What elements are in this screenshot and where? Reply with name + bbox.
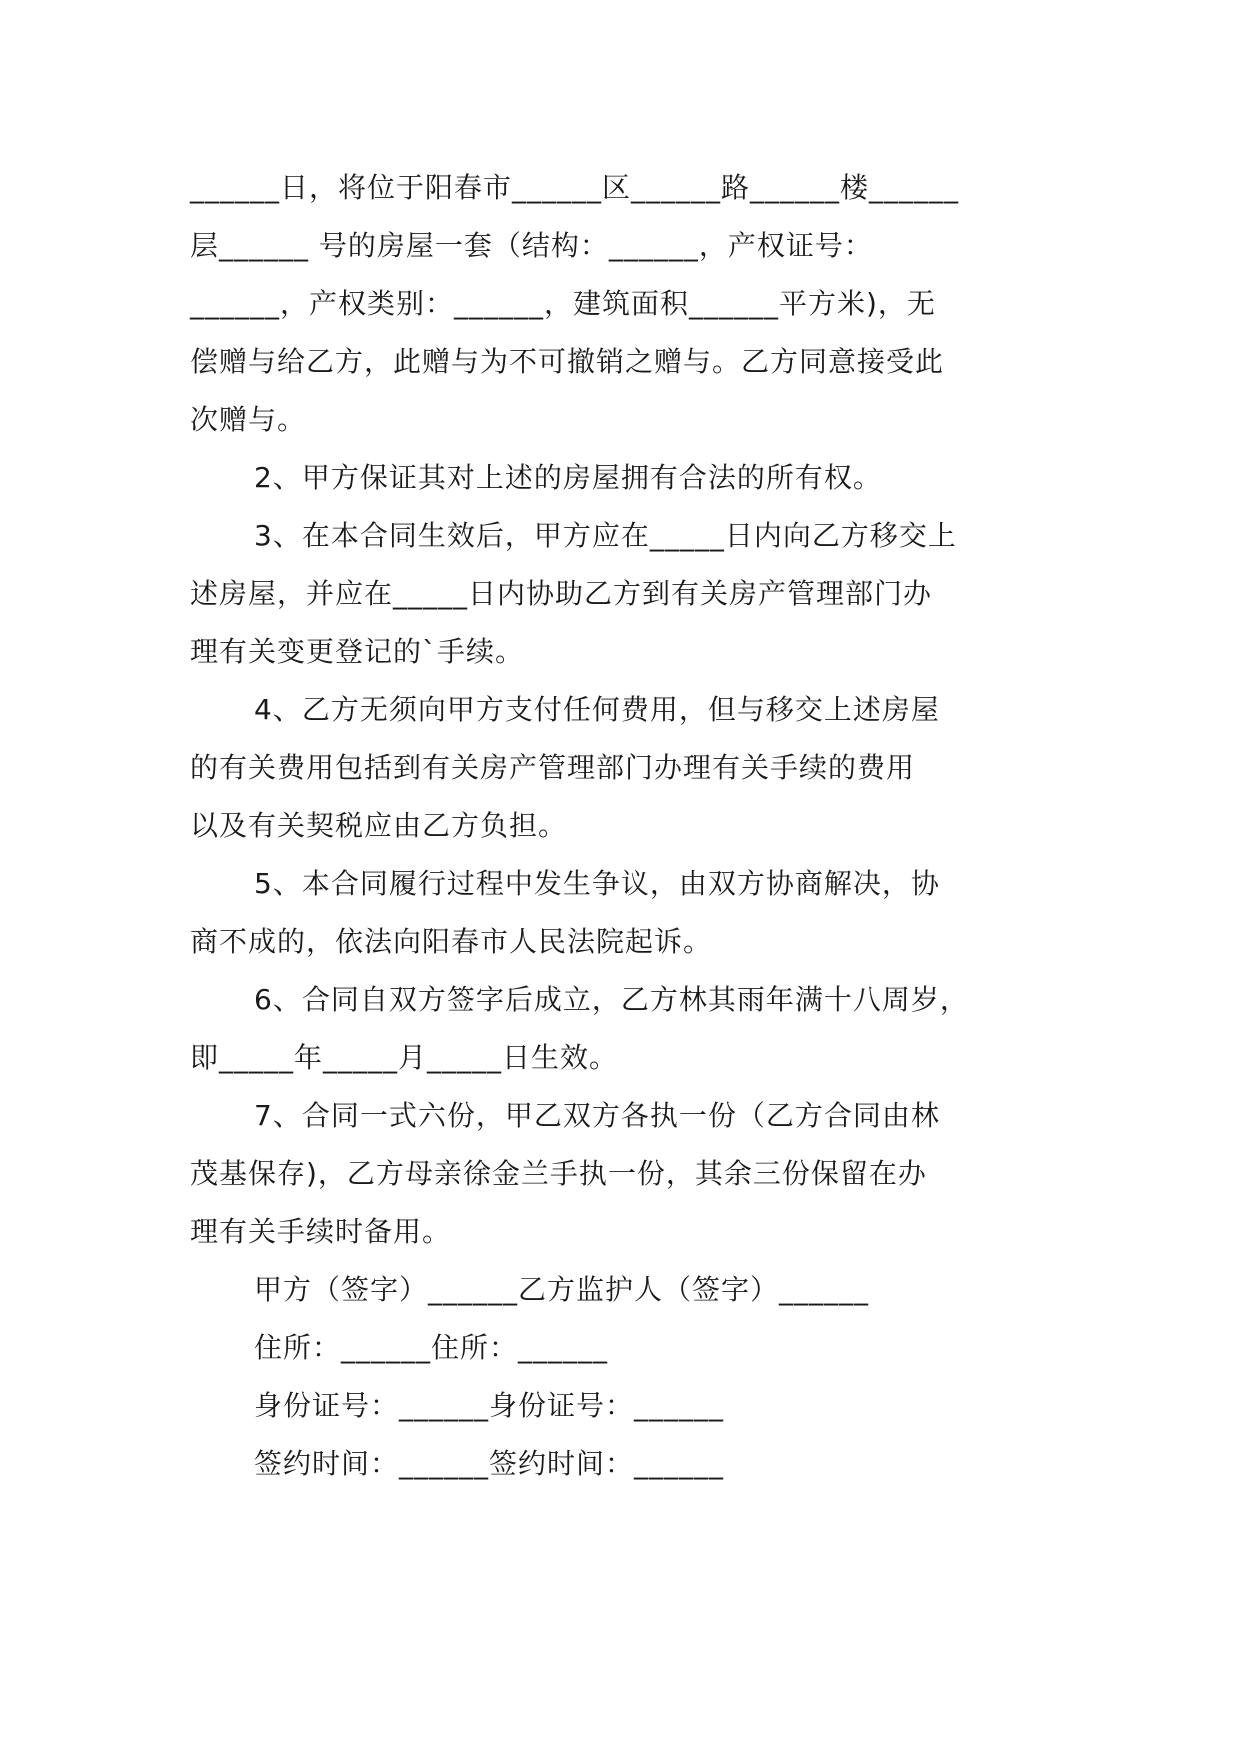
signing-date-line: 签约时间：______签约时间：______: [254, 1447, 725, 1480]
clause-6-line-2: 即_____年_____月_____日生效。: [190, 1041, 619, 1074]
address-line: 住所：______住所：______: [254, 1331, 609, 1364]
clause-5-line-1: 5、本合同履行过程中发生争议，由双方协商解决，协: [254, 867, 940, 900]
clause-7-line-3: 理有关手续时备用。: [190, 1215, 452, 1248]
paragraph-1-line-1: ______日，将位于阳春市______区______路______楼______: [190, 171, 960, 204]
clause-7-line-1: 7、合同一式六份，甲乙双方各执一份（乙方合同由林: [254, 1099, 940, 1132]
clause-4-line-3: 以及有关契税应由乙方负担。: [190, 809, 568, 842]
paragraph-1-line-4: 偿赠与给乙方，此赠与为不可撤销之赠与。乙方同意接受此: [190, 345, 945, 378]
clause-3-line-1: 3、在本合同生效后，甲方应在_____日内向乙方移交上: [254, 519, 957, 552]
paragraph-1-line-5: 次赠与。: [190, 403, 307, 436]
paragraph-1-line-2: 层______ 号的房屋一套（结构：______，产权证号：: [190, 229, 873, 262]
id-number-line: 身份证号：______身份证号：______: [254, 1389, 725, 1422]
clause-6-line-1: 6、合同自双方签字后成立，乙方林其雨年满十八周岁，: [254, 983, 969, 1016]
clause-4-line-1: 4、乙方无须向甲方支付任何费用，但与移交上述房屋: [254, 693, 940, 726]
clause-5-line-2: 商不成的，依法向阳春市人民法院起诉。: [190, 925, 713, 958]
clause-3-line-3: 理有关变更登记的`手续。: [190, 635, 525, 668]
signature-line: 甲方（签字）______乙方监护人（签字）______: [254, 1273, 870, 1306]
paragraph-1-line-3: ______，产权类别：______，建筑面积______平方米)，无: [190, 287, 936, 320]
clause-2: 2、甲方保证其对上述的房屋拥有合法的所有权。: [254, 461, 882, 494]
clause-3-line-2: 述房屋，并应在_____日内协助乙方到有关房产管理部门办: [190, 577, 933, 610]
clause-7-line-2: 茂基保存)，乙方母亲徐金兰手执一份，其余三份保留在办: [190, 1157, 927, 1190]
clause-4-line-2: 的有关费用包括到有关房产管理部门办理有关手续的费用: [190, 751, 916, 784]
